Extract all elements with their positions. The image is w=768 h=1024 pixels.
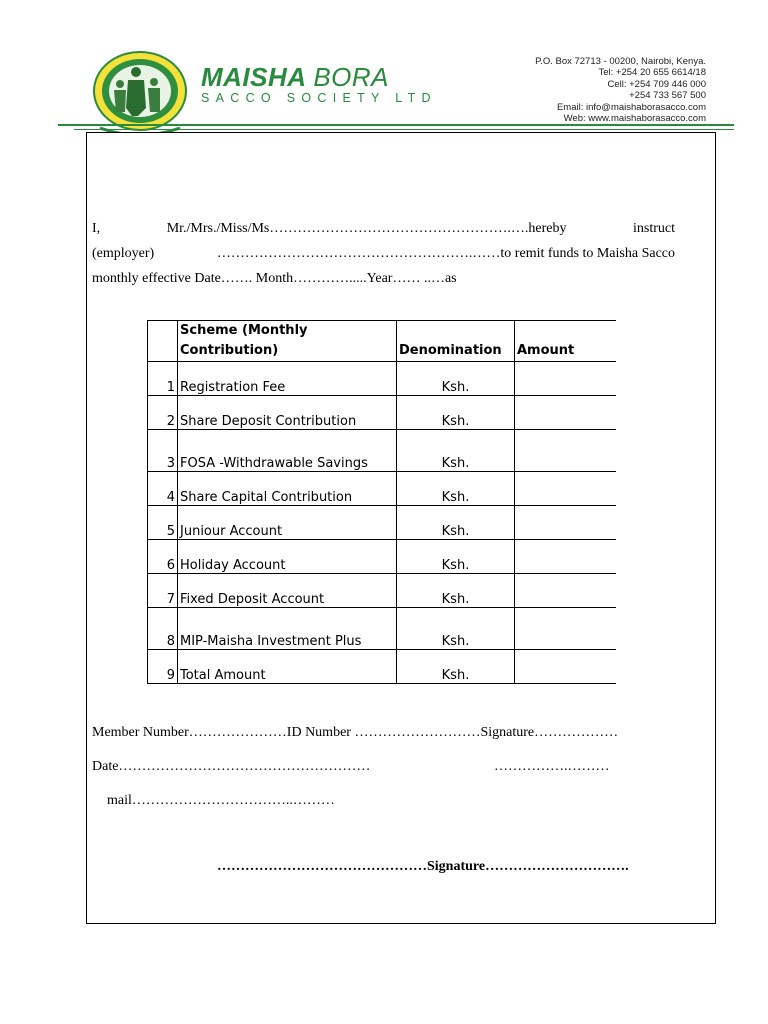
instruction-title-blank: Mr./Mrs./Miss/Ms…………………………………………….….hereby (166, 221, 567, 236)
row-number: 4 (148, 472, 178, 506)
table-row (148, 506, 617, 540)
table-row (148, 650, 617, 684)
row-scheme: MIP-Maisha Investment Plus (178, 608, 397, 650)
row-scheme: Juniour Account (178, 506, 397, 540)
row-number: 2 (148, 396, 178, 430)
member-id-signature-line[interactable]: Member Number…………………ID Number ………………………Signature……………… (92, 725, 619, 740)
table-row (148, 608, 617, 650)
instruction-word-instruct: instruct (633, 221, 675, 236)
table-row (148, 574, 617, 608)
header-amount: Amount (515, 321, 617, 362)
signature-label: Signature (427, 859, 486, 874)
table-row (148, 362, 617, 396)
row-number: 1 (148, 362, 178, 396)
table-row (148, 540, 617, 574)
row-denomination: Ksh. (397, 540, 515, 574)
signature-line[interactable] (217, 859, 629, 875)
table-row (148, 430, 617, 472)
row-amount-cell[interactable] (515, 540, 617, 574)
contact-web: Web: www.maishaborasacco.com (563, 113, 706, 125)
row-amount-cell[interactable] (515, 362, 617, 396)
sacco-logo (92, 50, 188, 132)
row-number: 6 (148, 540, 178, 574)
row-amount-cell[interactable] (515, 430, 617, 472)
contact-cell: Cell: +254 709 446 000 (607, 78, 706, 90)
row-denomination: Ksh. (397, 608, 515, 650)
row-number: 3 (148, 430, 178, 472)
row-scheme: FOSA -Withdrawable Savings (178, 430, 397, 472)
row-denomination: Ksh. (397, 506, 515, 540)
row-denomination: Ksh. (397, 396, 515, 430)
row-scheme: Total Amount (178, 650, 397, 684)
row-number: 5 (148, 506, 178, 540)
header-rule (58, 124, 734, 126)
row-denomination: Ksh. (397, 362, 515, 396)
row-amount-cell[interactable] (515, 506, 617, 540)
instruction-line-2 (92, 241, 675, 266)
brand-name-main: MAISHA (201, 62, 306, 92)
table-row (148, 472, 617, 506)
row-scheme: Fixed Deposit Account (178, 574, 397, 608)
contact-cell-2: +254 733 567 500 (629, 90, 706, 102)
brand-subtitle: SACCO SOCIETY LTD (201, 91, 437, 105)
header-number (148, 321, 178, 362)
row-number: 9 (148, 650, 178, 684)
row-scheme: Share Capital Contribution (178, 472, 397, 506)
row-denomination: Ksh. (397, 650, 515, 684)
brand-block (201, 63, 437, 105)
row-amount-cell[interactable] (515, 574, 617, 608)
row-scheme: Registration Fee (178, 362, 397, 396)
table-row (148, 396, 617, 430)
header-rule-thin (74, 129, 734, 130)
brand-name (201, 63, 437, 91)
row-amount-cell[interactable] (515, 608, 617, 650)
row-denomination: Ksh. (397, 472, 515, 506)
scheme-table (147, 320, 616, 684)
row-amount-cell[interactable] (515, 650, 617, 684)
instruction-employer-blank: ……………………………………………….……to remit funds to Maisha Sacco (216, 246, 675, 261)
instruction-word-i: I, (92, 221, 101, 236)
row-number: 8 (148, 608, 178, 650)
signature-dots-right: …………………………. (485, 859, 629, 874)
instruction-paragraph (92, 216, 675, 291)
row-denomination: Ksh. (397, 430, 515, 472)
table-header-row (148, 321, 617, 362)
contact-info (535, 56, 706, 124)
contact-email: Email: info@maishaborasacco.com (556, 101, 706, 113)
instruction-employer: (employer) (92, 246, 155, 261)
date-line[interactable]: Date……………………………………………… (92, 759, 371, 774)
row-number: 7 (148, 574, 178, 608)
instruction-line-1 (92, 216, 675, 241)
contact-address: P.O. Box 72713 - 00200, Nairobi, Kenya. (535, 56, 706, 67)
header-scheme: Scheme (Monthly Contribution) (178, 321, 397, 362)
row-amount-cell[interactable] (515, 396, 617, 430)
brand-name-second: BORA (313, 62, 390, 92)
date-right-blank[interactable]: …………….……… (494, 759, 610, 774)
instruction-line-3: monthly effective Date……. Month………….....Year…… ..…as (92, 271, 457, 286)
row-amount-cell[interactable] (515, 472, 617, 506)
row-denomination: Ksh. (397, 574, 515, 608)
signature-dots-left: ……………………………………… (217, 859, 427, 874)
header-denomination: Denomination (397, 321, 515, 362)
contact-tel: Tel: +254 20 655 6614/18 (598, 67, 706, 79)
row-scheme: Share Deposit Contribution (178, 396, 397, 430)
mail-line[interactable]: mail……………………………..……… (107, 793, 335, 808)
row-scheme: Holiday Account (178, 540, 397, 574)
